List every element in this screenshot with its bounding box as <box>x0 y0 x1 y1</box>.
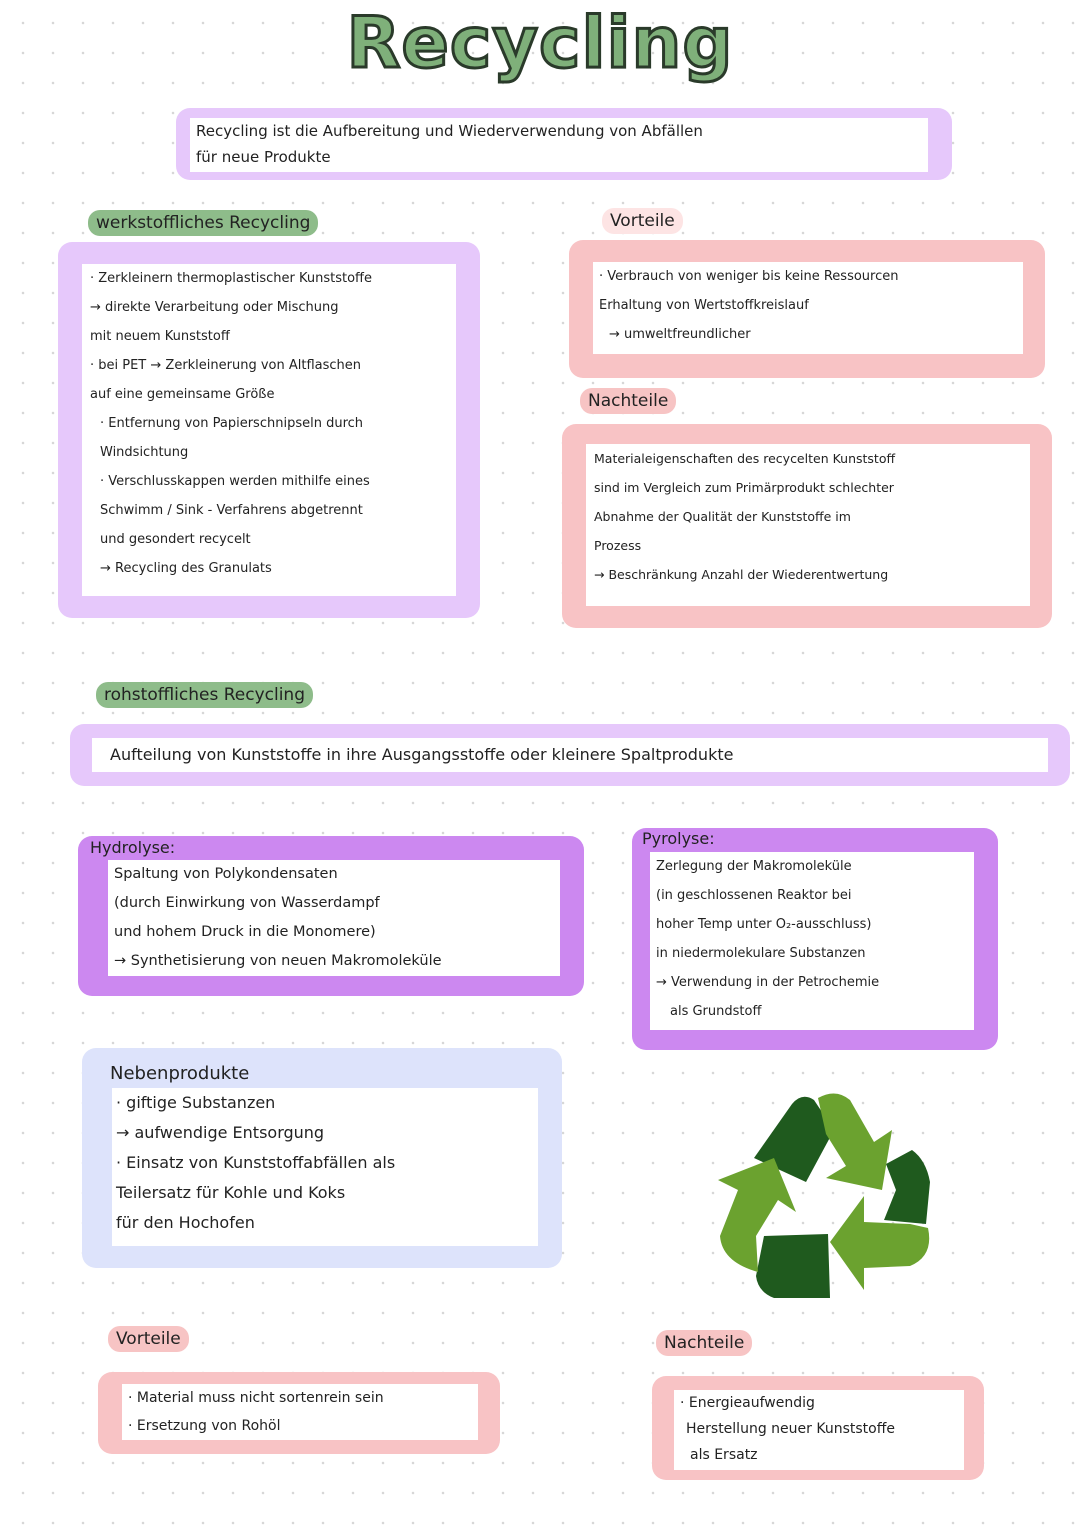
nachteile2-label: Nachteile <box>656 1330 752 1356</box>
hydrolyse-line: Spaltung von Polykondensaten <box>114 866 338 882</box>
nachteile2-box <box>652 1376 984 1480</box>
vorteile1-line: Erhaltung von Wertstoffkreislauf <box>599 298 809 313</box>
definition-box <box>176 108 952 180</box>
nachteile1-line: → Beschränkung Anzahl der Wiederentwertung <box>594 567 889 582</box>
pyrolyse-box <box>632 828 998 1050</box>
page-title: Recycling <box>346 2 734 84</box>
nebenprodukte-text <box>112 1088 538 1246</box>
pyrolyse-line: in niedermolekulare Substanzen <box>656 946 866 961</box>
vorteile1-text <box>593 262 1023 354</box>
hydrolyse-line: und hohem Druck in die Monomere) <box>114 924 376 940</box>
vorteile2-line: · Ersetzung von Rohöl <box>128 1418 281 1434</box>
pyrolyse-line: hoher Temp unter O₂-ausschluss) <box>656 917 872 932</box>
hydrolyse-label: Hydrolyse: <box>90 838 176 857</box>
werkstoff-line: Schwimm / Sink - Verfahrens abgetrennt <box>100 503 363 518</box>
nachteile1-label: Nachteile <box>580 388 676 414</box>
nachteile1-line: Abnahme der Qualität der Kunststoffe im <box>594 509 851 524</box>
werkstoff-label: werkstoffliches Recycling <box>88 210 318 236</box>
werkstoff-line: Windsichtung <box>100 445 189 460</box>
definition-text <box>190 118 928 172</box>
recycling-symbol-icon <box>714 1086 940 1308</box>
hydrolyse-box <box>78 836 584 996</box>
werkstoff-line: → Recycling des Granulats <box>100 561 272 576</box>
pyrolyse-text <box>650 852 974 1030</box>
definition-line: Recycling ist die Aufbereitung und Wiederverwendung von Abfällen <box>196 122 703 140</box>
vorteile2-line: · Material muss nicht sortenrein sein <box>128 1390 384 1406</box>
pyrolyse-label: Pyrolyse: <box>642 829 715 848</box>
nebenprodukte-line: · Einsatz von Kunststoffabfällen als <box>116 1153 396 1172</box>
pyrolyse-line: → Verwendung in der Petrochemie <box>656 975 880 990</box>
vorteile2-box <box>98 1372 500 1454</box>
werkstoff-line: → direkte Verarbeitung oder Mischung <box>90 300 339 315</box>
hydrolyse-line: → Synthetisierung von neuen Makromoleküle <box>114 953 442 969</box>
werkstoff-line: · Entfernung von Papierschnipseln durch <box>100 416 364 431</box>
nebenprodukte-line: Teilersatz für Kohle und Koks <box>116 1183 346 1202</box>
hydrolyse-text <box>108 860 560 976</box>
pyrolyse-line: (in geschlossenen Reaktor bei <box>656 888 852 903</box>
werkstoff-text <box>82 264 456 596</box>
nebenprodukte-label: Nebenprodukte <box>110 1063 250 1084</box>
nachteile1-line: Materialeigenschaften des recycelten Kunststoff <box>594 451 896 466</box>
vorteile2-label: Vorteile <box>108 1326 189 1352</box>
vorteile2-text <box>122 1384 478 1440</box>
nachteile1-box <box>562 424 1052 628</box>
werkstoff-line: auf eine gemeinsame Größe <box>90 387 275 402</box>
pyrolyse-line: Zerlegung der Makromoleküle <box>656 859 852 874</box>
vorteile1-box <box>569 240 1045 378</box>
werkstoff-line: und gesondert recycelt <box>100 532 251 547</box>
nebenprodukte-line: · giftige Substanzen <box>116 1093 276 1112</box>
werkstoff-line: · Verschlusskappen werden mithilfe eines <box>100 474 370 489</box>
werkstoff-line: · Zerkleinern thermoplastischer Kunststoffe <box>90 271 373 286</box>
nebenprodukte-line: → aufwendige Entsorgung <box>116 1123 325 1142</box>
vorteile1-line: → umweltfreundlicher <box>609 327 751 342</box>
werkstoff-line: mit neuem Kunststoff <box>90 329 230 344</box>
werkstoff-box <box>58 242 480 618</box>
nachteile1-text <box>586 444 1030 606</box>
rohstoff-label: rohstoffliches Recycling <box>96 682 313 708</box>
nachteile1-line: sind im Vergleich zum Primärprodukt schlechter <box>594 480 894 495</box>
nachteile2-line: als Ersatz <box>690 1447 758 1463</box>
nachteile2-line: Herstellung neuer Kunststoffe <box>686 1421 895 1437</box>
nachteile2-line: · Energieaufwendig <box>680 1395 815 1411</box>
hydrolyse-line: (durch Einwirkung von Wasserdampf <box>114 895 380 911</box>
werkstoff-line: · bei PET → Zerkleinerung von Altflaschen <box>90 358 362 373</box>
vorteile1-line: · Verbrauch von weniger bis keine Ressourcen <box>599 269 899 284</box>
nebenprodukte-box <box>82 1048 562 1268</box>
nebenprodukte-line: für den Hochofen <box>116 1213 255 1232</box>
pyrolyse-line: als Grundstoff <box>670 1004 762 1019</box>
nachteile2-text <box>674 1390 964 1470</box>
rohstoff-box <box>70 724 1070 786</box>
rohstoff-text: Aufteilung von Kunststoffe in ihre Ausgangsstoffe oder kleinere Spaltprodukte <box>92 738 1048 772</box>
definition-line: für neue Produkte <box>196 148 331 166</box>
vorteile1-label: Vorteile <box>602 208 683 234</box>
nachteile1-line: Prozess <box>594 538 642 553</box>
